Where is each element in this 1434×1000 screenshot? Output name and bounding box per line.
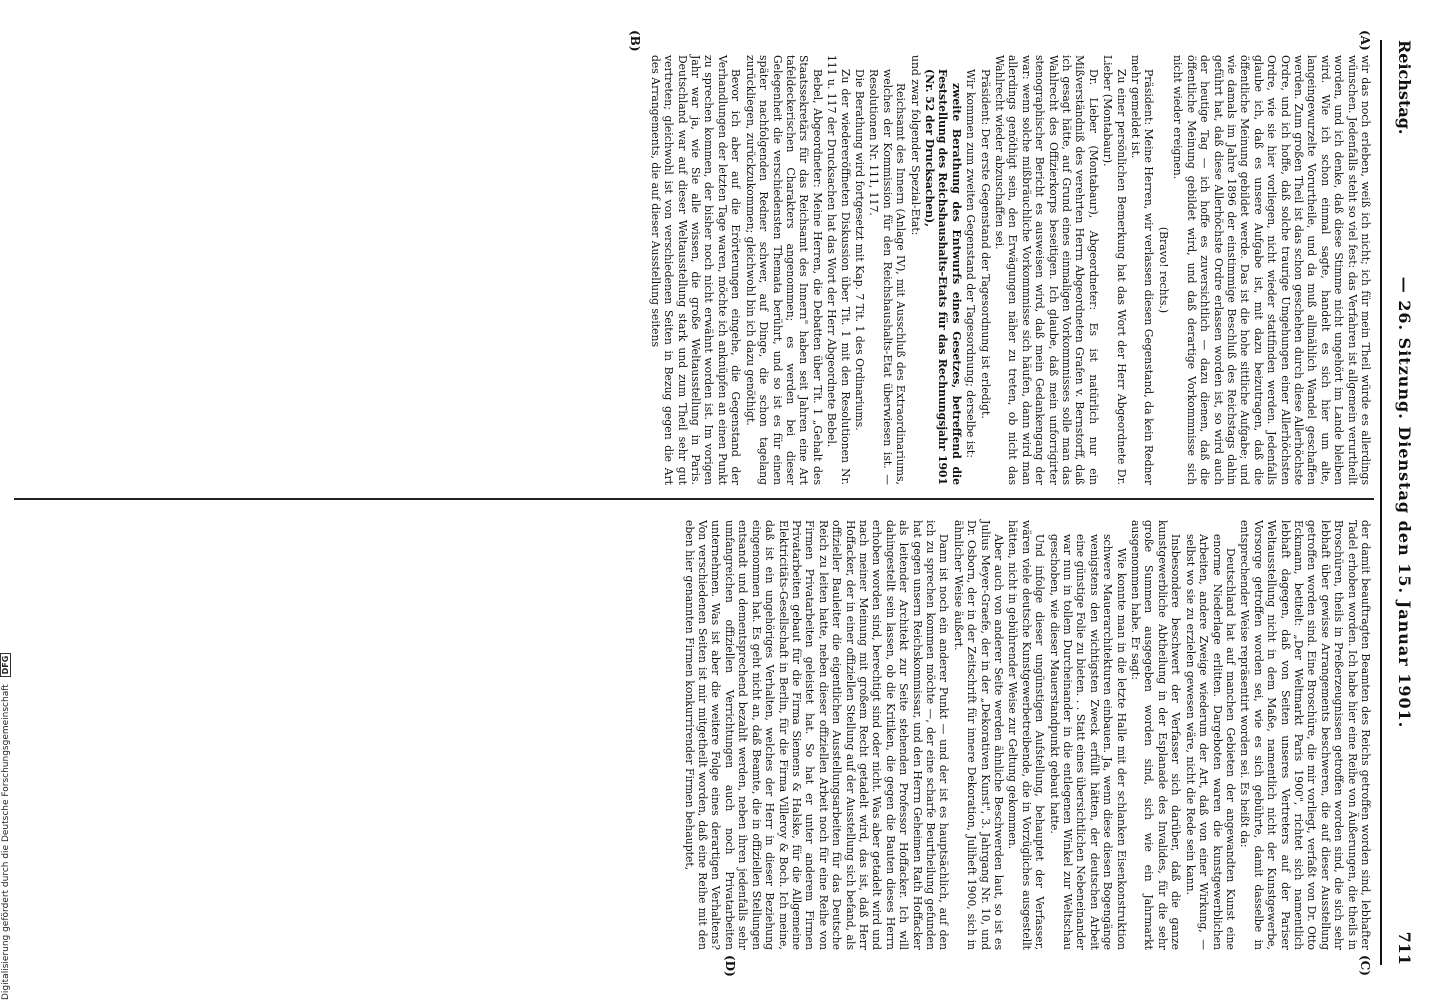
page-header (1388, 40, 1414, 965)
dfg-logo: DFG (0, 653, 11, 678)
credit-text: Digitalisierung gefördert durch die Deutsche Forschungsgemeinschaft (1, 684, 11, 1000)
paragraph: und zwar folgender Spezial-Etat: (908, 55, 922, 236)
agenda-item: zweite Berathung des Entwurfs eines Gesetzes, betreffend die Feststellung des Reichshaushalts-Etats für das Rechnungsjahr 1901 (Nr. 52 der Drucksachen), (923, 69, 963, 485)
page-number: 711 (1395, 931, 1414, 965)
margin-marker-c: (C) (1358, 955, 1372, 976)
quotation: Deutschland hat auf manchen Gebieten der angewandten Kunst eine enorme Niederlage erlitten. Dargeboten waren die kunstgewerblichen Arbeiten, andere Zweige wiederum der Art, daß von einer Wirkung, — selbst wo sie zu erzielen gewesen wäre, nicht die Rede sein kann. (1183, 534, 1237, 950)
digitization-credit (0, 600, 14, 1000)
paragraph: Die Berathung wird fortgesetzt mit Kap. 7 Tit. 1 des Ordinariums. (852, 69, 866, 431)
left-column (647, 55, 1372, 485)
paragraph: Zu der wiedereröffneten Diskussion über Tit. 1 mit den Resolutionen Nr. 111 u. 117 der Drucksachen hat das Wort der Herr Abgeordnete Bebel. (825, 55, 852, 485)
paragraph: Präsident: Der erste Gegenstand der Tagesordnung ist erledigt. (978, 69, 992, 419)
quotation: Wie konnte man in die letzte Halle mit der schlanken Eisenkonstruktion schwere Mauerarchitekturen einbauen. Ja, wenn diese diesen Bogengänge wenigstens den wichtigsten Zweck erfüllt hätten, der deutschen Arbeit eine günstige Folie zu bieten. . . Statt eines übersichtlichen Nebeneinander war nun in tollem Durcheinander in die entlegenen Winkel zur Weltschau geschoben, wie dieser Mauerstandpunkt gebaut hatte. (1047, 534, 1128, 950)
header-left: Reichstag. (1395, 40, 1414, 135)
column-divider (14, 498, 1374, 500)
paragraph: der damit beauftragten Beamten des Reichs getroffen worden sind, lebhafter Tadel erhoben worden. Ich habe hier eine Reihe von Äußerungen, die theils in Broschüren, theils in Preßerzeugnissen getroffen worden sind, die sich sehr lebhaft über gewisse Arrangements beschweren, die auf dieser Ausstellung getroffen worden sind. Eine Broschüre, die mir vorliegt, verfaßt von Dr. Otto Eckmann, betitelt: „Der Weltmarkt Paris 1900", richtet sich namentlich lebhaft dagegen, daß von Seiten unseres Vertreters auf der Pariser Weltausstellung nicht in dem Maße, namentlich nicht der Kunstgewerbe, Vorsorge getroffen worden sei, wie es sich gebührte, damit dasselbe in entsprechender Weise repräsentirt worden sei. Es heißt da: (1238, 520, 1372, 950)
paragraph: Aber auch von anderer Seite werden ähnliche Beschwerden laut, so ist es Julius Meyer-Graefe, der in der „Dekorativen Kunst", 3. Jahrgang Nr. 10, und Dr. Osborn, der in der Zeitschrift für innere Dekoration, Juliheft 1900, sich in ähnlicher Weise äußert. (951, 520, 1006, 950)
paragraph: wir das noch erleben, weiß ich nicht; ich für mein Theil würde es allerdings wünschen. Jedenfalls steht so viel fest: das Verfahren ist allgemein verurtheilt worden, und ich denke, daß diese Stimme nicht ungehört im Lande bleiben wird. Wie ich schon einmal sagte, handelt es sich hier um alte, langeingewurzelte Vorurtheile, und da muß allmählich Wandel geschaffen werden. Zum großen Theil ist das schon geschehen durch diese Allerhöchste Ordre, und ich hoffe, daß solche traurige Umgehungen einer Allerhöchsten Ordre, wie sie hier vorliegen, nicht wieder stattfinden werden. Jedenfalls glaube ich, daß es unsere Aufgabe ist, mit dazu beizutragen, daß die öffentliche Meinung gebildet werde. Das ist die hohe sittliche Aufgabe; und wie damals im Jahre 1896 der einstimmige Beschluß des Reichstags dahin geführt hat, daß diese Allerhöchste Ordre erlassen worden ist, so wird auch der heutige Tag — ich hoffe es zuversichtlich — dazu dienen, daß die öffentliche Meinung gebildet wird, und daß derartige Vorkommnisse sich nicht wieder ereignen. (1171, 55, 1372, 485)
margin-marker-d: (D) (723, 955, 737, 977)
paragraph: Und infolge dieser ungünstigen Aufstellung, behauptet der Verfasser, wären viele deutsche Kunstgewerbetreibende, die in Vorzügliches ausgestellt hätten, nicht in gebührender Weise zur Geltung gekommen. (1006, 520, 1047, 950)
margin-marker-b: (B) (628, 30, 642, 52)
interjection: (Bravo! rechts.) (1156, 226, 1170, 314)
right-column (681, 520, 1372, 950)
agenda-item: Reichsamt des Innern (Anlage IV), mit Ausschluß des Extraordinariums, welches der Kommission für den Reichshaushalts-Etat überwiesen ist. — Resolutionen Nr. 111, 117. (867, 69, 908, 485)
paragraph: Dr. Lieber (Montabaur), Abgeordneter: Es ist natürlich nur ein Mißverständniß des verehrten Herrn Abgeordneten Grafen v. Bernstorff, daß ich gesagt hätte, auf Grund eines einmaligen Vorkommnisses solle man das Wahlrecht des Offizierkorps beseitigen. Ich glaube, daß mein unforrigirter stenographischer Bericht es ausweisen wird, daß mein Gedankengang der war: wenn solche mißbräuchliche Vorkommnisse sich häufen, dann wird man allerdings genöthigt sein, den Erwägungen näher zu treten, ob nicht das Wahlrecht wieder abzuschaffen sei. (993, 55, 1100, 485)
margin-marker-a: (A) (1358, 30, 1372, 51)
paragraph: Insbesondere beschwert der Verfasser sich darüber, daß die ganze kunstgewerbliche Abtheilung in der Esplanade des Invalides, für die sehr große Summen ausgegeben worden sind, sich wie ein Jahrmarkt ausgenommen habe. Er sagt: (1129, 520, 1183, 950)
paragraph: Dann ist noch ein anderer Punkt — und der ist es hauptsächlich, auf den ich zu sprechen kommen möchte —, der eine scharfe Beurtheilung gefunden hat gegen unsern Reichskommissar, und den Herrn Geheimen Rath Hoffacker als leitender Architekt zur Seite stehenden Professor Hoffacker. Ich will dahingestellt sein lassen, ob die Kritiken, die gegen die Bauten dieses Herrn erhoben worden sind, berechtigt sind oder nicht. Was aber getadelt wird und nach meiner Meinung mit großem Recht getadelt wird, das ist, daß Herr Hoffacker, der in einer offiziellen Stellung auf der Ausstellung sich befand, als offizieller Bauleiter die eigentlichen Ausstellungsarbeiten für das Deutsche Reich zu leiten hatte, neben dieser offiziellen Arbeit noch für eine Reihe von Firmen Privatarbeiten geleistet hat. So hat er unter anderem Firmen Privatarbeiten gebaut für die Firma Siemens & Halske, für die Allgemeine Elektricitäts-Gesellschaft in Berlin, für die Firma Villeroy & Boch. Ich meine, daß ist ein ungehöriges Verhalten, welches der Herr in dieser Beziehung eingenommen hat. Es geht nicht an, daß Beamte, die in offiziellen Stellungen entsandt und dementsprechend bezahlt werden, neben ihren jedenfalls sehr umfangreichen offiziellen Verrichtungen auch noch Privatarbeiten unternehmen. Was ist aber die weitere Folge eines derartigen Verhaltens? Von verschiedenen Seiten ist mir mitgetheilt worden, daß eine Reihe mit den eben hier genannten Firmen konkurrirender Firmen behauptet, (682, 520, 951, 950)
paragraph: Bebel, Abgeordneter: Meine Herren, die Debatten über Tit. 1 „Gehalt des Staatssekretärs für das Reichsamt des Innern" haben seit Jahren eine Art tafeldeckerischen Charakters angenommen; es werden bei dieser Gelegenheit die verschiedensten Themata berührt, und so ist es für einen später nachfolgenden Redner schwer, auf Dinge, die schon tagelang zurückliegen, zurückzukommen; gleichwohl bin ich dazu genöthigt. (743, 55, 824, 485)
paragraph: Bevor ich aber auf die Erörterungen eingehe, die Gegenstand der Verhandlungen der letzten Tage waren, möchte ich anknüpfen an einen Punkt zu sprechen kommen, der bisher noch nicht erwähnt worden ist. Im vorigen Jahr war ja, wie Sie alle wissen, die große Weltausstellung in Paris. Deutschland war auf dieser Weltausstellung stark und zum Theil sehr gut vertreten; gleichwohl ist von verschiedenen Seiten in Bezug gegen die Art des Arrangements, die auf dieser Ausstellung seitens (648, 55, 743, 485)
paragraph: Wir kommen zum zweiten Gegenstand der Tagesordnung; derselbe ist: (964, 69, 978, 458)
paragraph: Präsident: Meine Herren, wir verlassen diesen Gegenstand, da kein Redner mehr gemeldet ist. (1129, 55, 1156, 485)
paragraph: Zu einer persönlichen Bemerkung hat das Wort der Herr Abgeordnete Dr. Lieber (Montabaur). (1101, 55, 1128, 485)
credit-strip (0, 600, 14, 1000)
header-rule (1380, 40, 1382, 965)
header-session-date: — 26. Sitzung. Dienstag den 15. Januar 1901. (1395, 276, 1414, 729)
